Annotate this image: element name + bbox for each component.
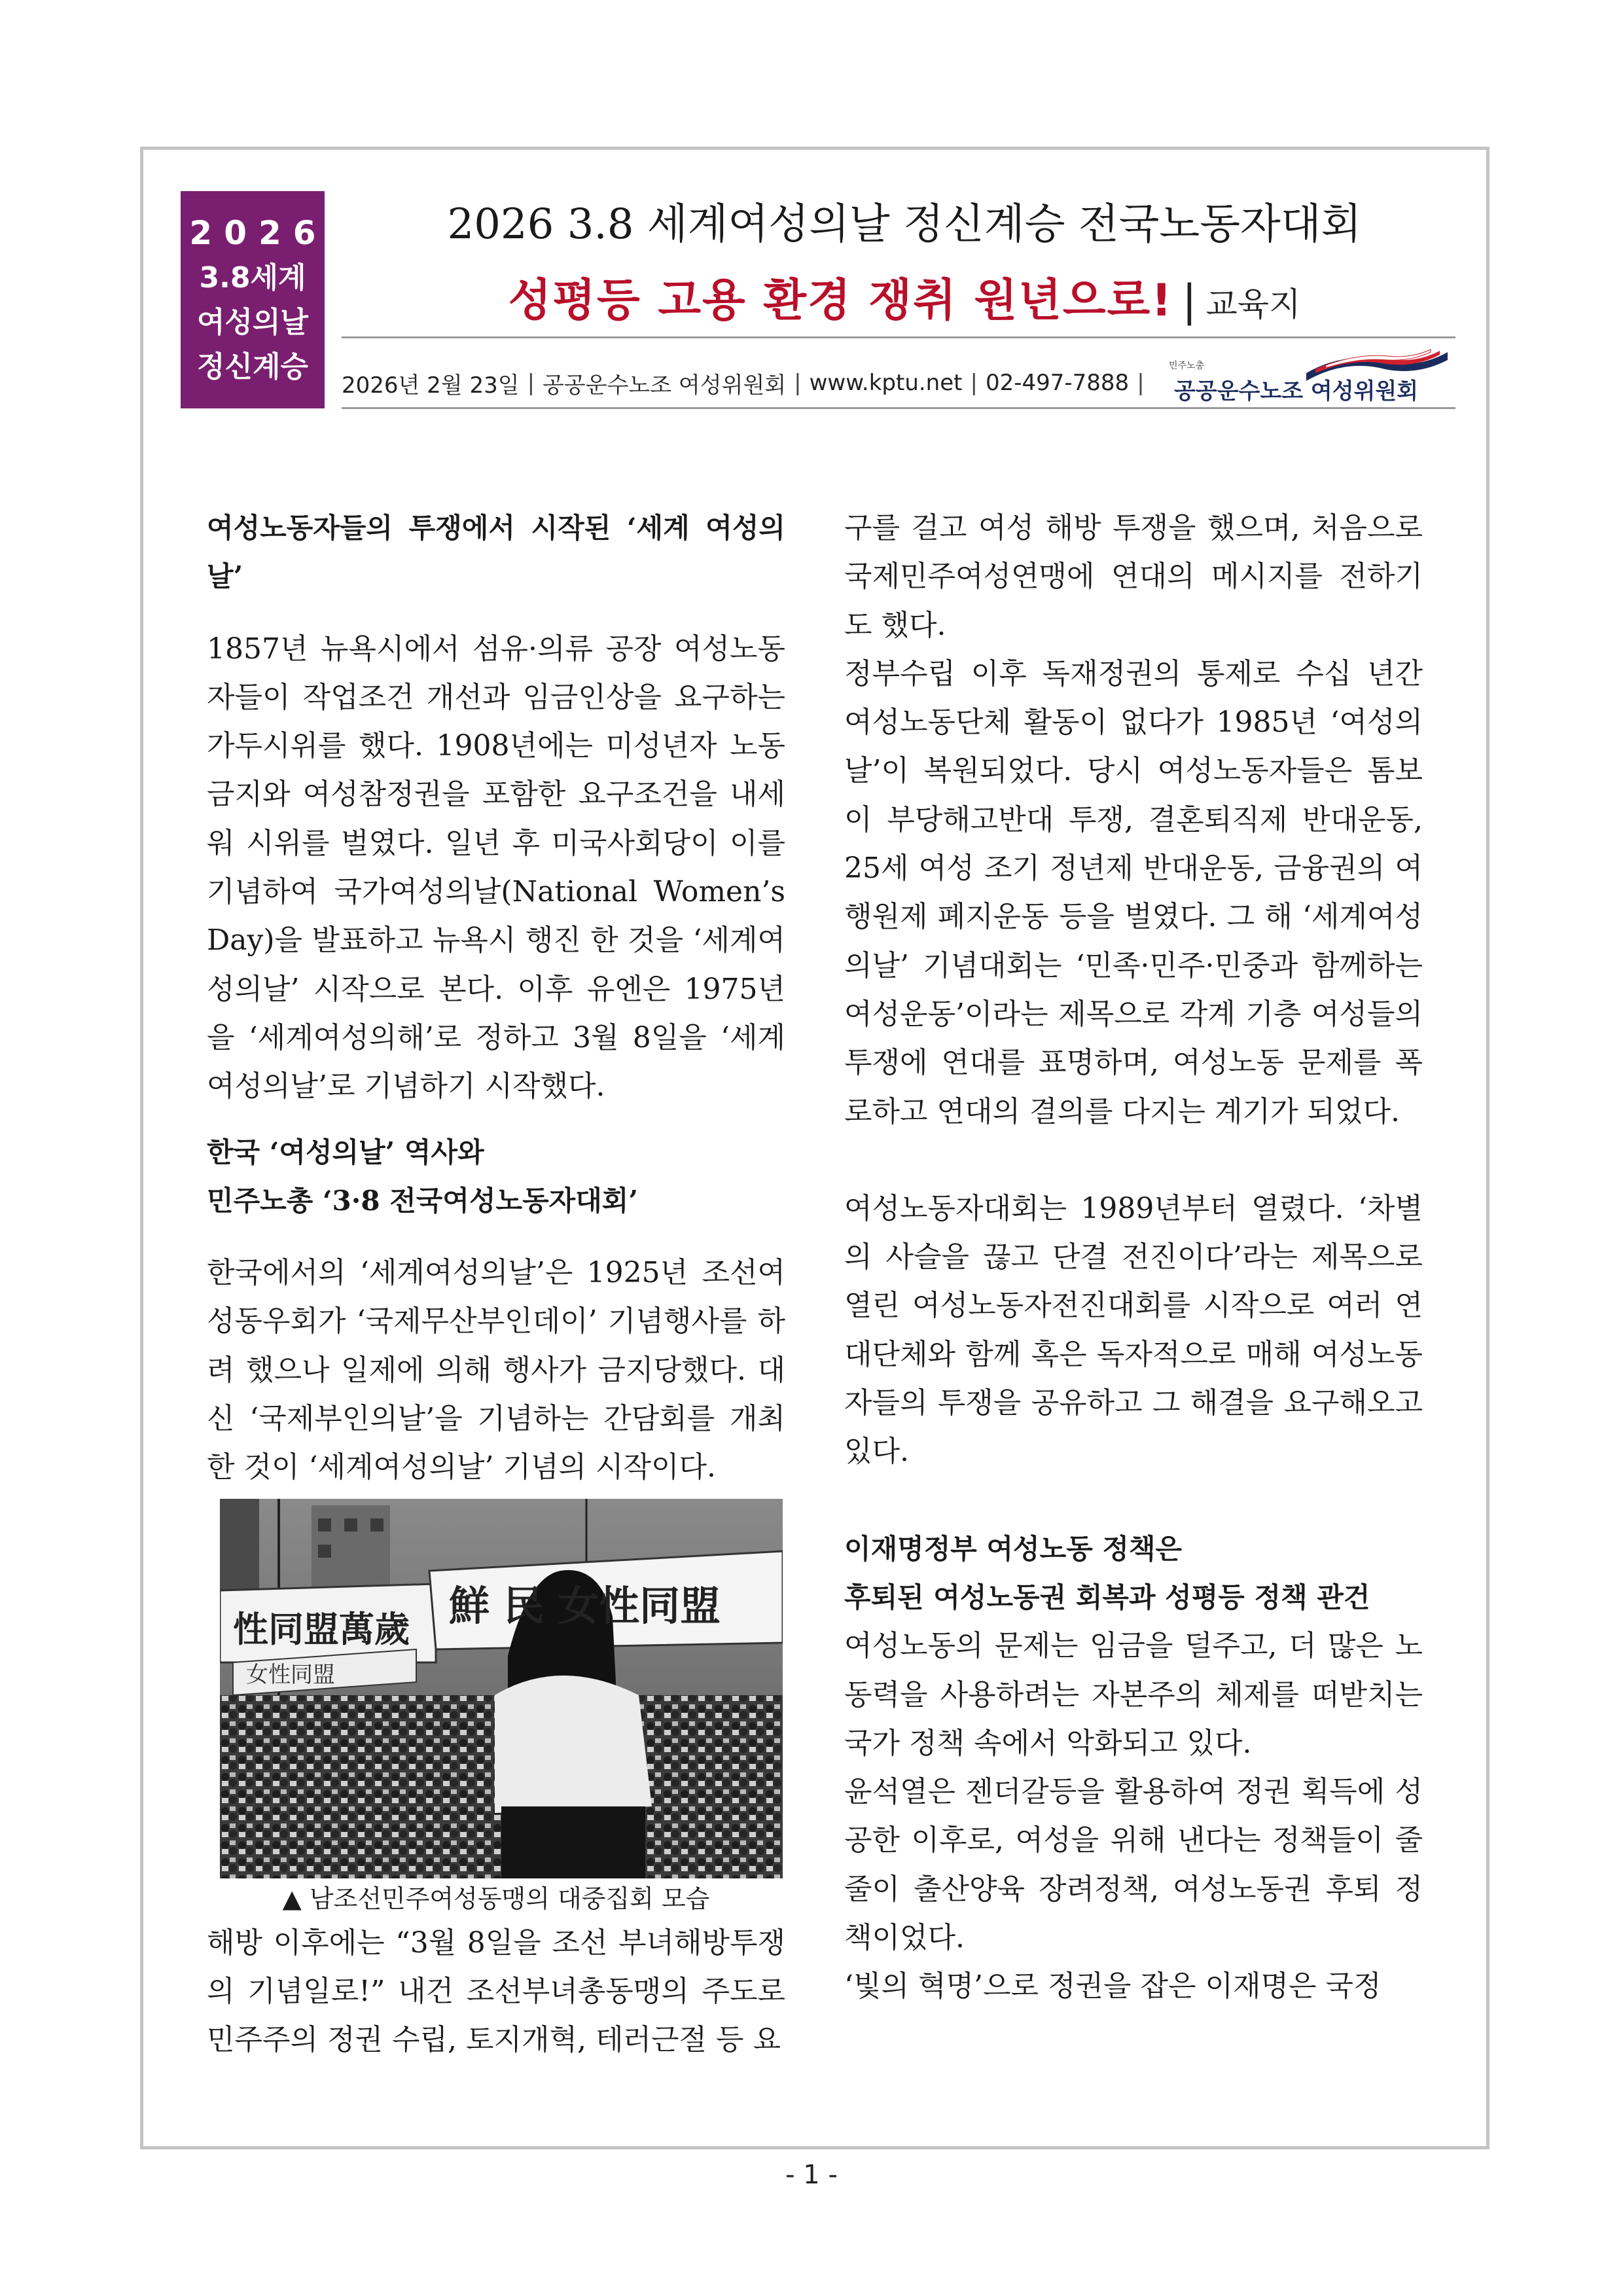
photo-banner-text: 女性同盟 (246, 1661, 335, 1688)
left-column (207, 504, 785, 2065)
paragraph: 한국에서의 ‘세계여성의날’은 1925년 조선여성동우회가 ‘국제무산부인데이’ 기념행사를 하려 했으나 일제에 의해 행사가 금지당했다. 대신 ‘국제부인의날’을 기념하는 간담회를 개최한 것이 ‘세계여성의날’ 기념의 시작이다. (207, 1256, 785, 1484)
photo-caption: ▲ 남조선민주여성동맹의 대중집회 모습 (282, 1884, 710, 1913)
section-heading: 여성노동자들의 투쟁에서 시작된 ‘세계 여성의 날’ (207, 512, 785, 593)
badge-line: 정신계승 (196, 350, 308, 384)
title-separator: | (1182, 276, 1197, 326)
section-heading: 민주노총 ‘3·8 전국여성노동자대회’ (207, 1184, 638, 1217)
paragraph: 1857년 뉴욕시에서 섬유·의류 공장 여성노동자들이 작업조건 개선과 임금인상을 요구하는 가두시위를 했다. 1908년에는 미성년자 노동금지와 여성참정권을 포함한 요구조건을 내세워 시위를 벌였다. 일년 후 미국사회당이 이를 기념하여 국가여성의날(National Women’s Day)을 발표하고 뉴욕시 행진 한 것을 ‘세계여성의날’ 시작으로 본다. 이후 유엔은 1975년을 ‘세계여성의해’로 정하고 3월 8일을 ‘세계여성의날’로 기념하기 시작했다. (207, 632, 785, 1103)
paragraph: 여성노동자대회는 1989년부터 열렸다. ‘차별의 사슬을 끊고 단결 전진이다’라는 제목으로 열린 여성노동자전진대회를 시작으로 여러 연대단체와 함께 혹은 독자적으로 매해 여성노동자들의 투쟁을 공유하고 그 해결을 요구해오고 있다. (844, 1191, 1423, 1469)
rally-photo-image (220, 1499, 783, 1878)
info-bar (342, 363, 1152, 403)
header-rule-bottom (342, 407, 1455, 409)
photo-banner-text: 性同盟萬歲 (233, 1607, 410, 1650)
paragraph: ‘빛의 혁명’으로 정권을 잡은 이재명은 국정 (844, 1969, 1382, 2003)
right-column (844, 504, 1423, 2011)
publisher: 공공운수노조 여성위원회 (543, 372, 787, 399)
section-heading: 한국 ‘여성의날’ 역사와 (207, 1136, 484, 1168)
paragraph: 윤석열은 젠더갈등을 활용하여 정권 획득에 성공한 이후로, 여성을 위해 낸다는 정책들이 줄줄이 출산양육 장려정책, 여성노동권 후퇴 정책이었다. (844, 1775, 1423, 1955)
logo-org-name: 공공운수노조 여성위원회 (1174, 378, 1419, 404)
paragraph: 여성노동의 문제는 임금을 덜주고, 더 많은 노동력을 사용하려는 자본주의 체제를 떠받치는 국가 정책 속에서 악화되고 있다. (844, 1629, 1423, 1760)
issue-date: 2026년 2월 23일 (342, 372, 520, 399)
org-logo (1169, 347, 1457, 406)
header-rule-top (342, 336, 1455, 338)
website-link[interactable]: www.kptu.net (809, 370, 963, 396)
rally-photo (220, 1499, 783, 1878)
divider: | (527, 370, 535, 396)
event-title: 2026 3.8 세계여성의날 정신계승 전국노동자대회 (447, 200, 1362, 249)
section-heading: 이재명정부 여성노동 정책은 (844, 1532, 1183, 1565)
paragraph: 정부수립 이후 독재정권의 통제로 수십 년간 여성노동단체 활동이 없다가 1985년 ‘여성의날’이 복원되었다. 당시 여성노동자들은 톰보이 부당해고반대 투쟁, 결혼퇴직제 반대운동, 25세 여성 조기 정년제 반대운동, 금융권의 여행원제 폐지운동 등을 벌였다. 그 해 ‘세계여성의날’ 기념대회는 ‘민족·민주·민중과 함께하는 여성운동’이라는 제목으로 각계 기층 여성들의 투쟁에 연대를 표명하며, 여성노동 문제를 폭로하고 연대의 결의를 다지는 계기가 되었다. (844, 656, 1423, 1128)
paragraph: 구를 걸고 여성 해방 투쟁을 했으며, 처음으로 국제민주여성연맹에 연대의 메시지를 전하기도 했다. (844, 511, 1423, 642)
photo-banner-text: 鮮 民 女性同盟 (449, 1581, 721, 1630)
divider: | (970, 370, 978, 396)
main-title (348, 268, 1461, 345)
logo-small-text: 민주노총 (1169, 361, 1205, 371)
main-slogan: 성평등 고용 환경 쟁취 원년으로! (508, 275, 1173, 327)
phone-number: 02-497-7888 (985, 370, 1130, 396)
doc-type: 교육지 (1205, 285, 1301, 323)
page-number: - 1 - (785, 2160, 838, 2190)
badge-line: 3.8세계 (199, 261, 306, 295)
paragraph: 해방 이후에는 “3월 8일을 조선 부녀해방투쟁의 기념일로!” 내건 조선부녀총동맹의 주도로 민주주의 정권 수립, 토지개혁, 테러근절 등 요 (207, 1926, 785, 2057)
divider: | (1137, 370, 1145, 396)
section-heading: 후퇴된 여성노동권 회복과 성평등 정책 관건 (844, 1581, 1370, 1613)
badge-year: 2026 (189, 214, 328, 252)
event-badge (181, 191, 328, 408)
badge-line: 여성의날 (196, 306, 308, 339)
divider: | (794, 370, 802, 396)
